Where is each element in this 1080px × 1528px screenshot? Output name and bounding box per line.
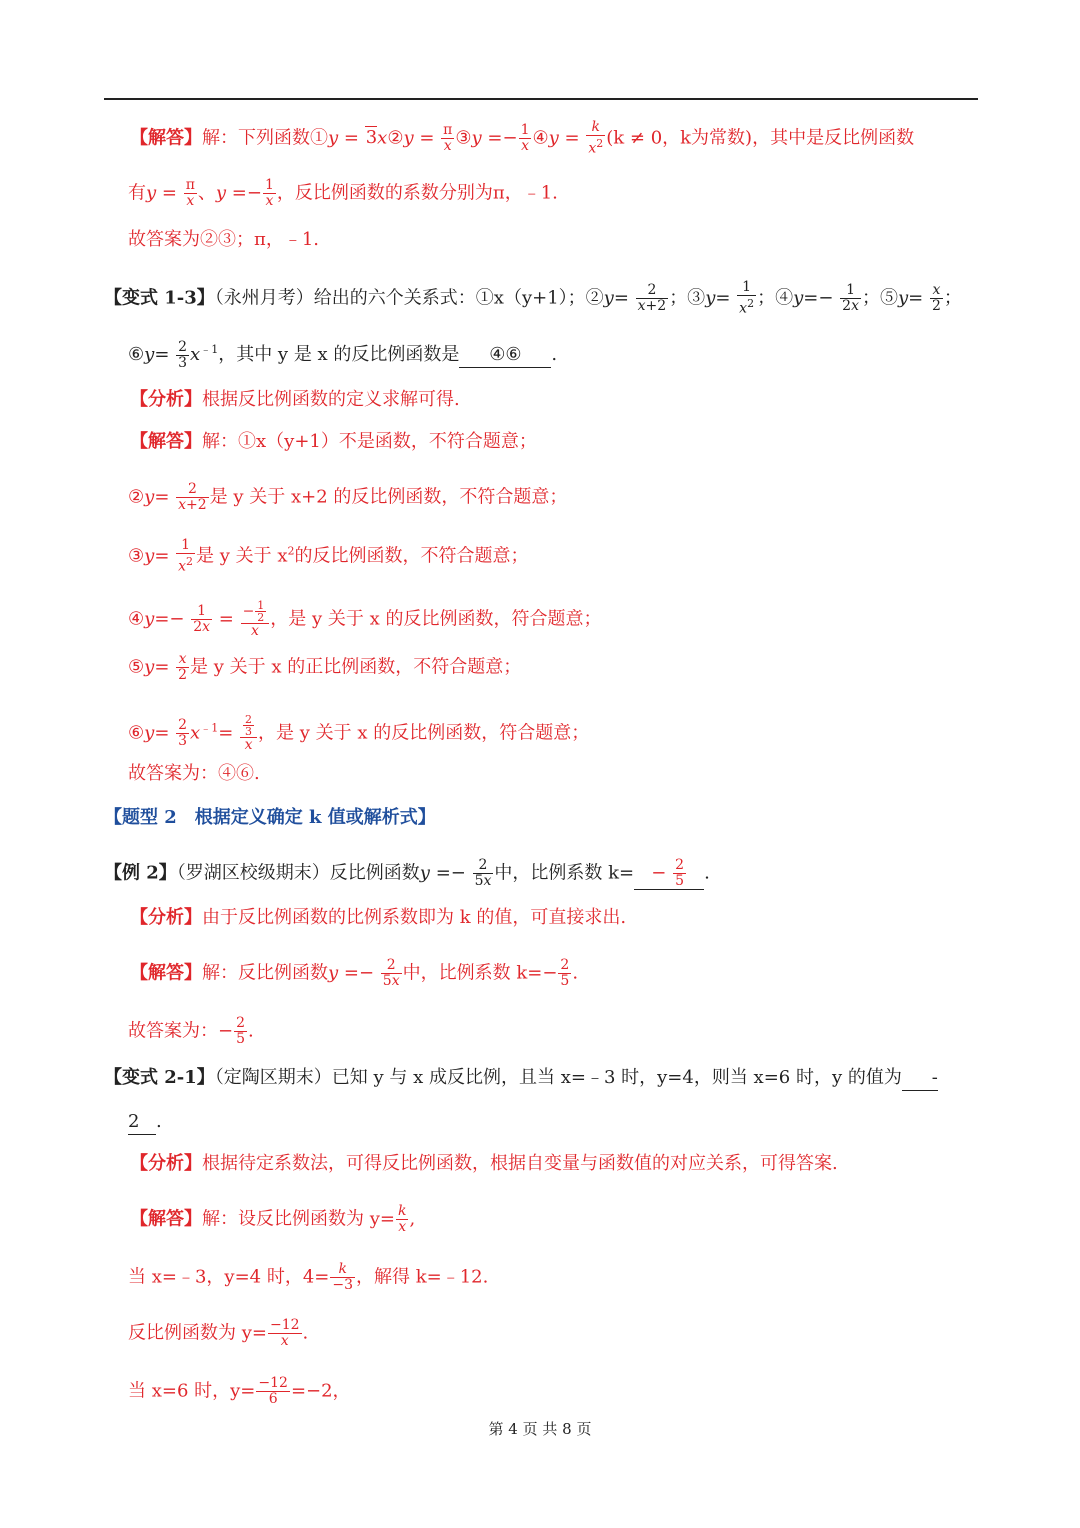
variant-1-3-line-2: ⑥y= $\frac{2}{3}$ $x^{﹣1}$，其中 y 是 x 的反比例函数是 ④⑥ . bbox=[128, 338, 558, 371]
answer-blank: ④⑥ bbox=[459, 343, 551, 368]
answer-line-2: 有y = $\frac{\pi}{x}$ 、y =− $\frac{1}{x}$ ，反比例函数的系数分别为π，﹣1. bbox=[128, 177, 558, 209]
solution-1-3-line-2: ②y= $\frac{2}{x+2}$ 是 y 关于 x+2 的反比例函数，不符合题意； bbox=[128, 481, 568, 513]
example-2: 【例 2】（罗湖区校级期末）反比例函数y =− $\frac{2}{5x}$ 中，比例系数 k= − $\frac{2}{5}$ . bbox=[104, 857, 710, 889]
solution-1-3-line-4: ④y=− $\frac{1}{2x}$ = − $\frac{1}{2}$ x ，是 y 关于 x 的反比例函数，符合题意； bbox=[128, 599, 602, 639]
answer-line-3: 故答案为②③；π，﹣1. bbox=[128, 229, 320, 250]
solution-1-3-line-3: ③y= $\frac{1}{x^2}$ 是 y 关于 $x^2$的反比例函数，不符合题意； bbox=[128, 537, 529, 575]
solution-2-1-line-2: 当 x=﹣3，y=4 时，4= $\frac{k}{-3}$ ，解得 k=﹣12. bbox=[128, 1261, 489, 1293]
variant-2-1-line-1: 【变式 2-1】（定陶区期末）已知 y 与 x 成反比例，且当 x=﹣3 时，y=4，则当 x=6 时，y 的值为 - bbox=[0, 1066, 1080, 1091]
answer-line-1: 【解答】解：下列函数①y = 3x②y = $\frac{\pi}{x}$ ③y =− $\frac{1}{x}$ ④y = $\frac{k}{x^2}$ (k ≠ 0，k为常数)，其中是反比例函数 bbox=[130, 119, 915, 157]
solution-1-3-answer: 故答案为：④⑥. bbox=[128, 763, 260, 784]
solution-1-3-line-6: ⑥y= $\frac{2}{3}$ $x^{﹣1}=$ $\frac{\frac{2}{3}}{x}$ ，是 y 关于 x 的反比例函数，符合题意； bbox=[128, 713, 590, 753]
page-footer: 第 4 页 共 8 页 bbox=[488, 1420, 592, 1438]
solution-2-1-line-3: 反比例函数为 y= $\frac{-12}{x}$ . bbox=[128, 1317, 309, 1349]
answer-blank: - bbox=[902, 1066, 938, 1091]
variant-2-1-line-2: 2 . bbox=[0, 1110, 1080, 1135]
solution-1-3-line-1: 【解答】解：①x（y+1）不是函数，不符合题意； bbox=[130, 431, 537, 452]
section-heading-type-2: 【题型 2 根据定义确定 k 值或解析式】 bbox=[104, 807, 436, 828]
solution-2-1-line-4: 当 x=6 时，y= $\frac{-12}{6}$ =−2， bbox=[128, 1375, 351, 1407]
solution-2: 【解答】解：反比例函数y =− $\frac{2}{5x}$ 中，比例系数 k=− $\frac{2}{5}$ . bbox=[130, 957, 579, 989]
solution-2-answer: 故答案为：− $\frac{2}{5}$ . bbox=[128, 1015, 254, 1047]
analysis-2-1: 【分析】根据待定系数法，可得反比例函数，根据自变量与函数值的对应关系，可得答案. bbox=[130, 1153, 838, 1174]
solution-1-3-line-5: ⑤y= $\frac{x}{2}$ 是 y 关于 x 的正比例函数，不符合题意； bbox=[128, 651, 522, 683]
variant-1-3-line-1: 【变式 1-3】（永州月考）给出的六个关系式：①x（y+1）；②y= $\frac{2}{x+2}$ ；③y= $\frac{1}{x^2}$ ；④y=− $\frac{1}{2x}$ ；⑤y= $\frac{x}{2}$ ； bbox=[104, 279, 962, 317]
solution-2-1-line-1: 【解答】解：设反比例函数为 y= $\frac{k}{x}$ , bbox=[130, 1203, 416, 1235]
answer-blank: − $\frac{2}{5}$ bbox=[634, 858, 704, 890]
analysis-2: 【分析】由于反比例函数的比例系数即为 k 的值，可直接求出. bbox=[130, 907, 627, 928]
answer-blank-cont: 2 bbox=[128, 1110, 156, 1135]
header-rule bbox=[104, 98, 978, 100]
analysis-1-3: 【分析】根据反比例函数的定义求解可得. bbox=[130, 389, 460, 410]
